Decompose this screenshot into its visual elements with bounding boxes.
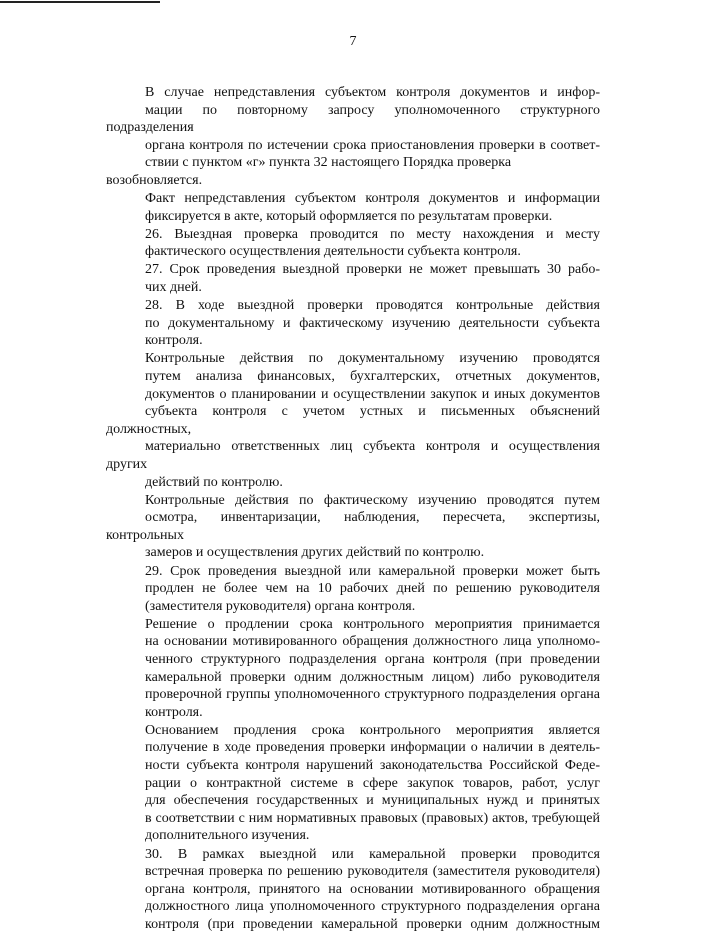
text-line: (заместителя руководителя) органа контроля.	[145, 598, 416, 614]
paragraph	[106, 722, 600, 845]
text-line: Основанием продления срока контрольного мероприятия является	[145, 722, 600, 738]
text-line: должностного лица уполномоченного структурного подразделения органа	[145, 899, 600, 915]
paragraph	[106, 297, 600, 350]
paragraph	[106, 492, 600, 562]
text-line: ченного структурного подразделения органа контроля (при проведении	[145, 652, 600, 667]
paragraph	[106, 261, 600, 296]
text-line: контроля.	[145, 333, 203, 349]
text-line: Факт непредставления субъектом контроля документов и информации	[145, 191, 600, 207]
text-line: 26. Выездная проверка проводится по месту нахождения и месту	[145, 226, 600, 242]
paragraph	[106, 84, 600, 190]
paragraph	[106, 616, 600, 722]
text-line: Решение о продлении срока контрольного мероприятия принимается	[145, 616, 600, 632]
text-line: Контрольные действия по фактическому изучению проводятся путем	[145, 492, 600, 508]
text-line: контроля.	[145, 704, 203, 720]
text-line: камеральной проверки одним должностным лицом) либо руководителя	[145, 669, 600, 685]
text-line: фиксируется в акте, который оформляется по результатам проверки.	[145, 208, 553, 224]
paragraph	[106, 350, 600, 491]
text-line: рации о контрактной системе в сфере закупок товаров, работ, услуг	[145, 775, 600, 791]
text-line: субъекта контроля с учетом устных и письменных объяснений должностных,	[106, 404, 600, 437]
text-line: получение в ходе проведения проверки информации о наличии в деятель-	[145, 740, 600, 756]
paragraph	[106, 226, 600, 261]
text-line: контроля (при проведении камеральной проверки одним должностным	[145, 916, 600, 932]
text-line: проверочной группы уполномоченного структурного подразделения органа	[145, 687, 600, 703]
text-line: осмотра, инвентаризации, наблюдения, пересчета, экспертизы, контрольных	[106, 510, 600, 543]
text-line: замеров и осуществления других действий по контролю.	[145, 545, 485, 561]
top-rule	[0, 1, 160, 3]
paragraph	[106, 846, 600, 934]
paragraph	[106, 190, 600, 225]
text-line: на основании мотивированного обращения должностного лица уполномо-	[145, 634, 600, 650]
text-line: чих дней.	[145, 280, 202, 296]
text-line: встречная проверка по решению руководителя (заместителя руководителя)	[145, 864, 600, 880]
text-line: 30. В рамках выездной или камеральной проверки проводится	[145, 846, 600, 862]
text-line: документов о планировании и осуществлении закупок и иных документов	[145, 386, 600, 402]
page-number: 7	[349, 34, 357, 49]
paragraph	[106, 563, 600, 616]
text-line: по документальному и фактическому изучению деятельности субъекта	[145, 315, 600, 331]
text-line: органа контроля, принятого на основании мотивированного обращения	[145, 881, 600, 897]
document-body	[106, 84, 600, 934]
text-line: ности субъекта контроля нарушений законодательства Российской Феде-	[145, 758, 600, 774]
text-line: действий по контролю.	[145, 474, 283, 490]
text-line: Контрольные действия по документальному изучению проводятся	[145, 351, 600, 367]
text-line: 28. В ходе выездной проверки проводятся контрольные действия	[145, 298, 600, 314]
text-line: материально ответственных лиц субъекта контроля и осуществления других	[106, 439, 600, 472]
text-line: для обеспечения государственных и муниципальных нужд и принятых	[145, 793, 600, 809]
text-line: ствии с пунктом «г» пункта 32 настоящего Порядка проверка возобновляется.	[106, 155, 512, 188]
text-line: в соответствии с ним нормативных правовых (правовых) актов, требующей	[145, 810, 600, 826]
text-line: дополнительного изучения.	[145, 828, 310, 844]
text-line: В случае непредставления субъектом контроля документов и инфор-	[145, 85, 600, 100]
text-line: продлен не более чем на 10 рабочих дней по решению руководителя	[145, 581, 600, 597]
text-line: 27. Срок проведения выездной проверки не может превышать 30 рабо-	[145, 262, 600, 278]
text-line: 29. Срок проведения выездной или камеральной проверки может быть	[145, 563, 600, 579]
text-line: мации по повторному запросу уполномоченного структурного подразделения	[106, 102, 600, 136]
text-line: путем анализа финансовых, бухгалтерских, отчетных документов,	[145, 369, 600, 384]
text-line: органа контроля по истечении срока приостановления проверки в соответ-	[145, 137, 600, 153]
text-line: фактического осуществления деятельности субъекта контроля.	[145, 244, 521, 260]
